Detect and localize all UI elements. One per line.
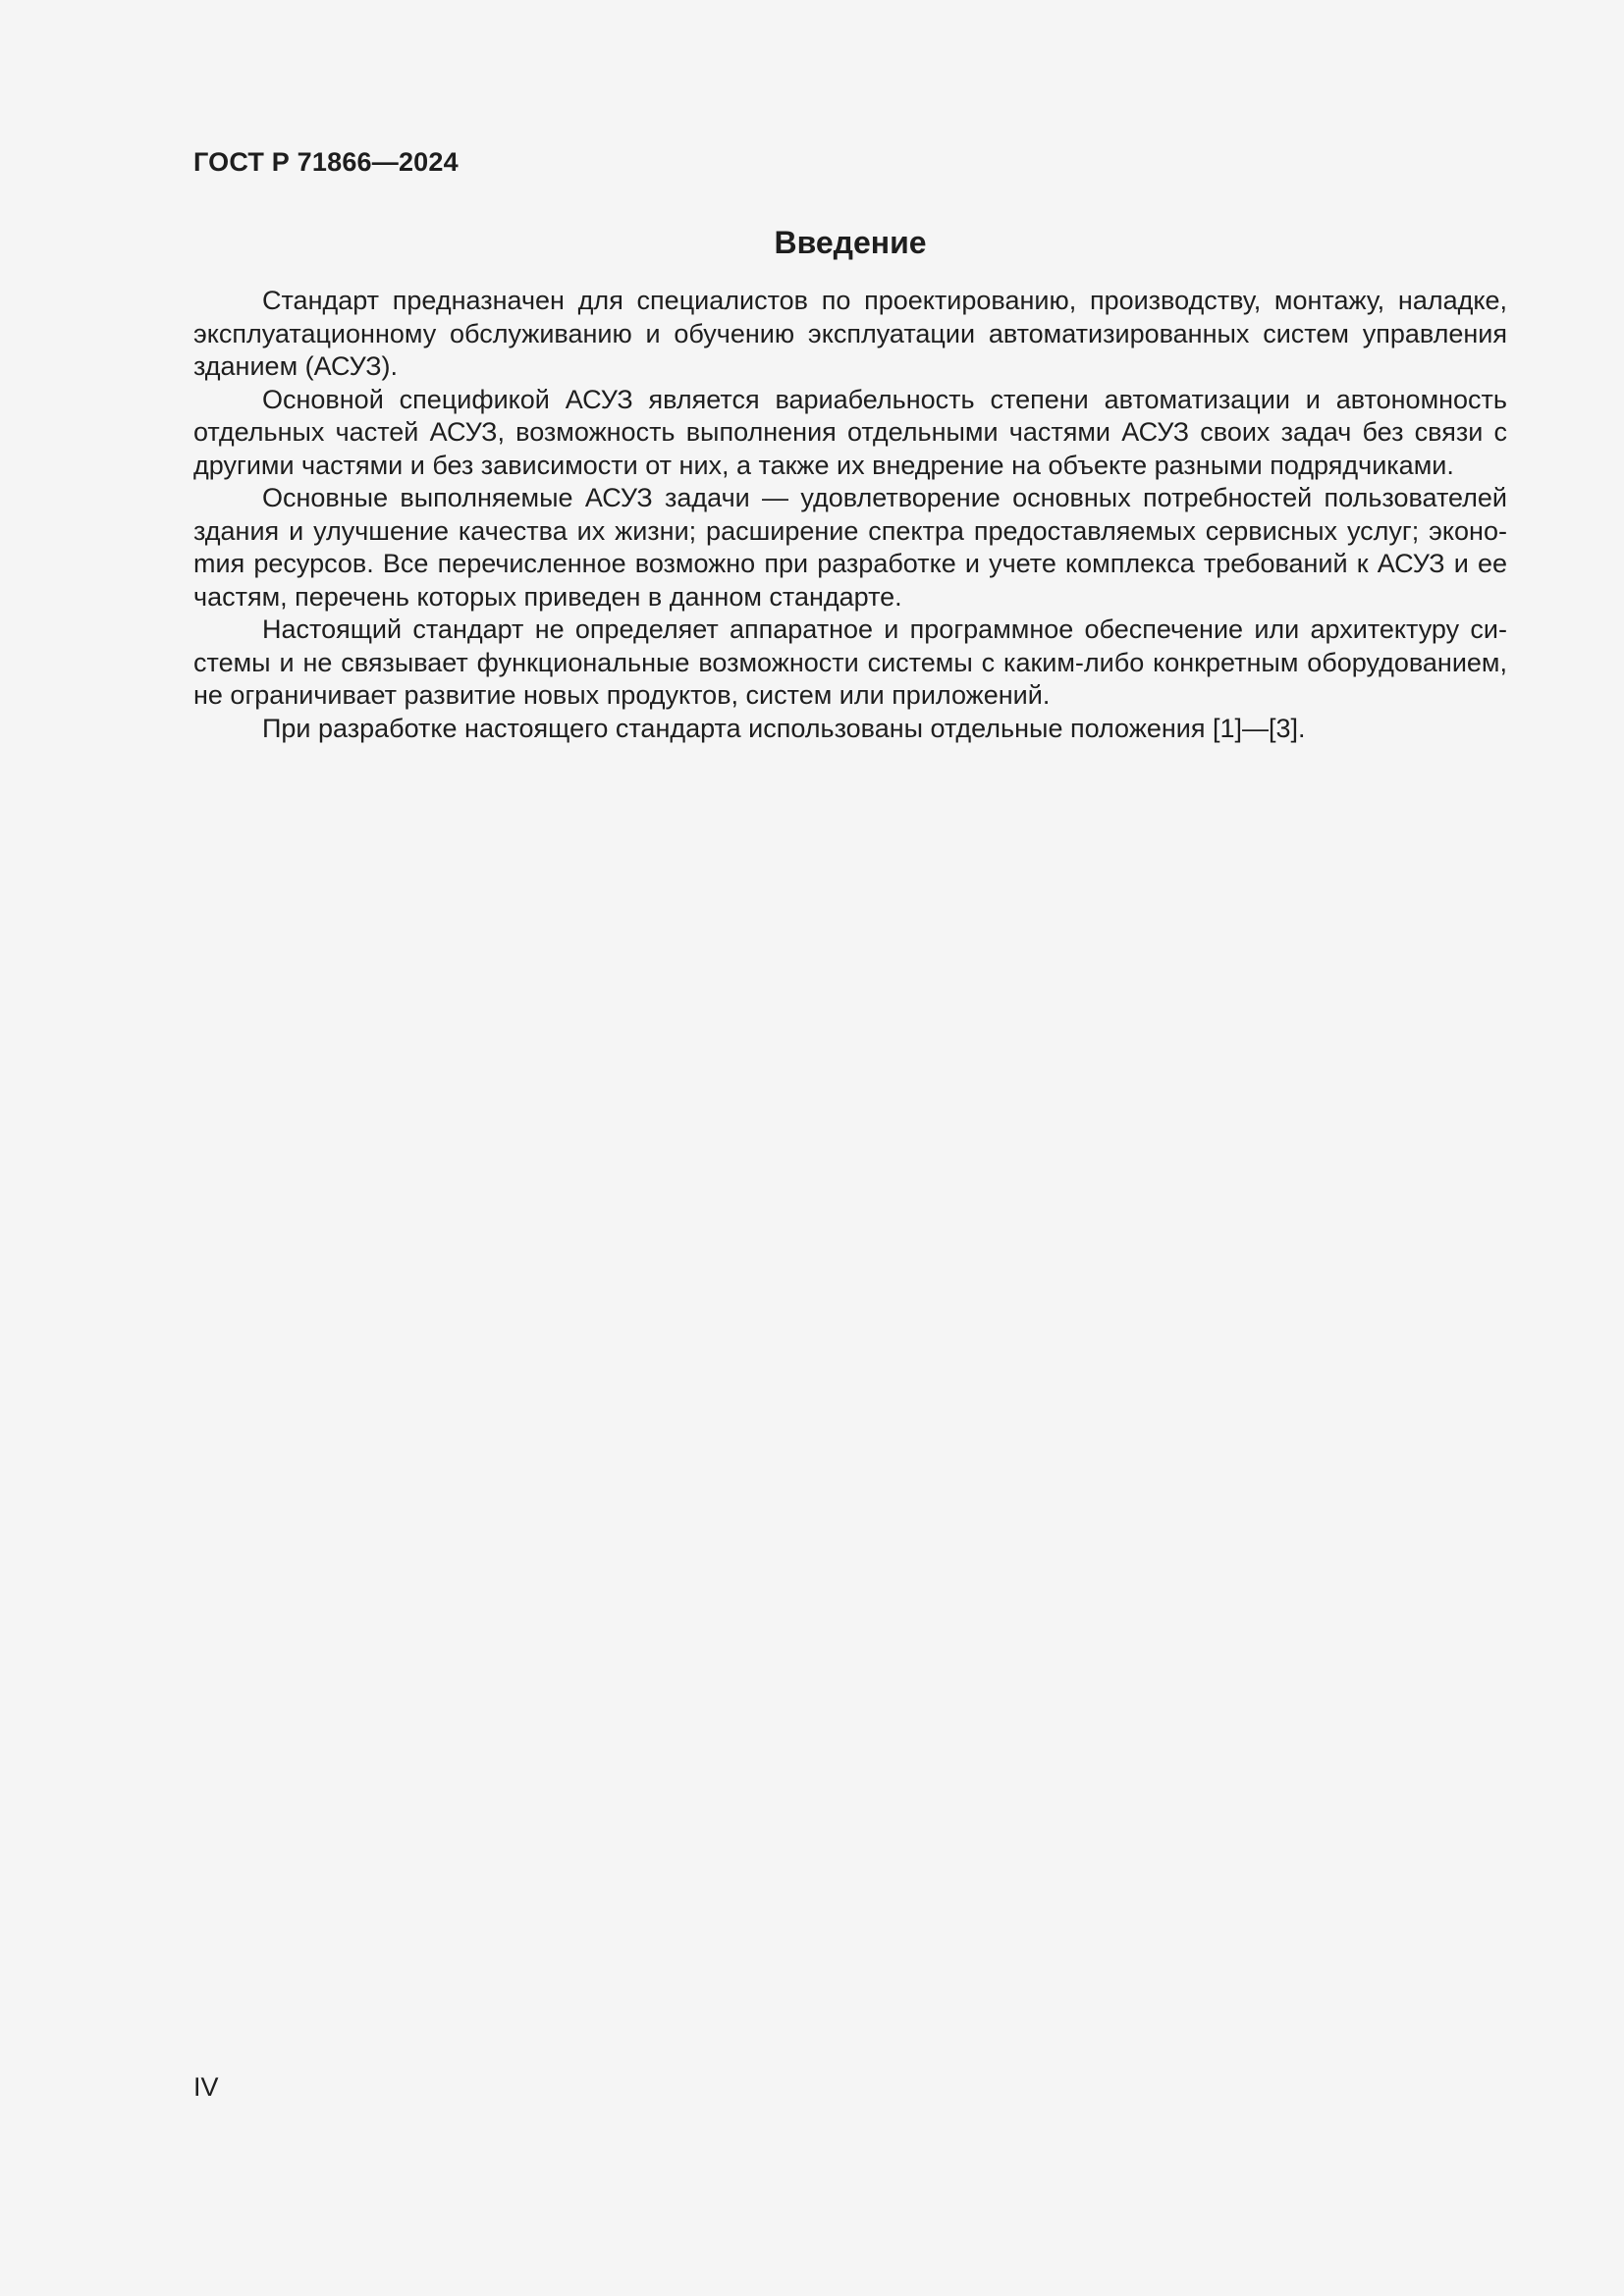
document-code: ГОСТ Р 71866—2024: [193, 147, 459, 177]
introduction-body: [193, 285, 1507, 745]
paragraph-scope: Настоящий стандарт не определяет аппаратное и программное обеспечение или архитектуру системы и не связывает функциональные возможности системы с каким-либо конкретным оборудованием, не ограничивает развитие новых продуктов, систем или приложений.: [193, 614, 1507, 710]
page-number: IV: [193, 2072, 219, 2102]
paragraph-purpose: Стандарт предназначен для специалистов по проектированию, производству, монтажу, наладке, эксплуатационному обслуживанию и обучению эксплуатации автоматизированных систем управления зданием (АСУЗ).: [193, 286, 1507, 381]
paragraph-specifics: Основной спецификой АСУЗ является вариабельность степени автоматизации и автономность отдельных частей АСУЗ, возможность выполнения отдельными частями АСУЗ своих задач без связи с другими частями и без зависимости от них, а также их внедрение на объекте разными подрядчиками.: [193, 384, 1507, 480]
paragraph-tasks: Основные выполняемые АСУЗ задачи — удовлетворение основных потребностей пользователей здания и улучшение качества их жизни; расширение спектра предоставляемых сервисных услуг; эконоmия ресурсов. Все перечисленное возможно при разработке и учете комплекса требований к АСУЗ и ее частям, перечень которых приведен в данном стандарте.: [193, 483, 1507, 612]
paragraph-references: При разработке настоящего стандарта использованы отдельные положения [1]—[3].: [262, 713, 1306, 743]
section-title: Введение: [774, 225, 927, 260]
